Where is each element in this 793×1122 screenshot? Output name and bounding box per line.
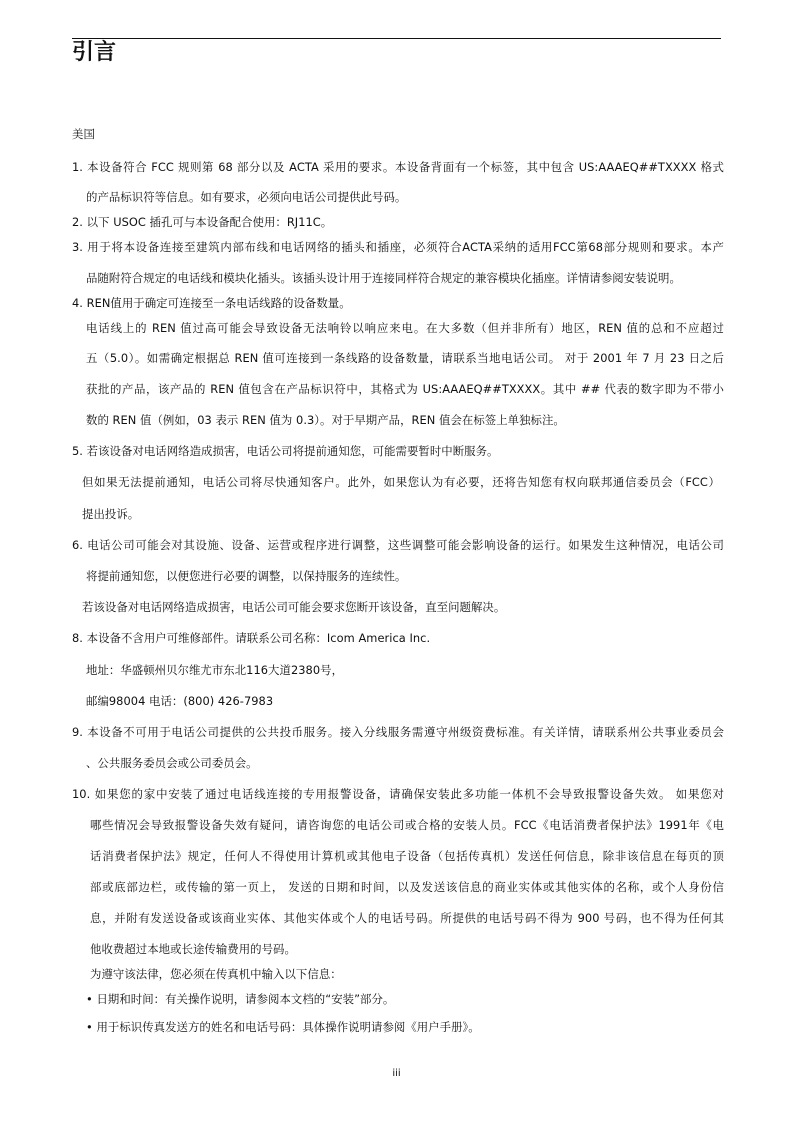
text-line: 将提前通知您，以便您进行必要的调整，以保持服务的连续性。 (86, 569, 407, 583)
text-line: 获批的产品，该产品的 REN 值包含在产品标识符中，其格式为 US:AAAEQ##TXXXX。其中 ## 代表的数字即为不带小 (86, 382, 724, 396)
text-line: 3. 用于将本设备连接至建筑内部布线和电话网络的插头和插座，必须符合ACTA采纳的适用FCC第68部分规则和要求。本产 (72, 240, 724, 254)
text-line: 邮编98004 电话：(800) 426-7983 (86, 694, 274, 708)
text-line: 6. 电话公司可能会对其设施、设备、运营或程序进行调整，这些调整可能会影响设备的运行。如果发生这种情况，电话公司 (72, 538, 724, 552)
text-line: 数的 REN 值（例如，03 表示 REN 值为 0.3）。对于早期产品，REN 值会在标签上单独标注。 (86, 413, 565, 427)
text-line: 但如果无法提前通知，电话公司将尽快通知客户。此外，如果您认为有必要，还将告知您有权向联邦通信委员会（FCC） (82, 475, 720, 489)
section-heading-usa: 美国 (72, 127, 95, 141)
text-line: 若该设备对电话网络造成损害，电话公司可能会要求您断开该设备，直至问题解决。 (82, 600, 506, 614)
text-line: 8. 本设备不含用户可维修部件。请联系公司名称：Icom America Inc. (72, 631, 431, 645)
bullet-item: • 日期和时间：有关操作说明，请参阅本文档的“安装”部分。 (86, 992, 395, 1006)
text-line: 部或底部边栏，或传输的第一页上， 发送的日期和时间，以及发送该信息的商业实体或其他实体的名称，或个人身份信 (90, 880, 724, 894)
text-line: 哪些情况会导致报警设备失效有疑问，请咨询您的电话公司或合格的安装人员。FCC《电话消费者保护法》1991年《电 (90, 818, 724, 832)
text-line: 五（5.0）。如需确定根据总 REN 值可连接到一条线路的设备数量，请联系当地电话公司。 对于 2001 年 7 月 23 日之后 (86, 351, 724, 365)
bullet-item: • 用于标识传真发送方的姓名和电话号码：具体操作说明请参阅《用户手册》。 (86, 1020, 480, 1034)
text-line: 话消费者保护法》规定，任何人不得使用计算机或其他电子设备（包括传真机）发送任何信息，除非该信息在每页的顶 (90, 849, 724, 863)
page-title: 引言 (72, 40, 117, 65)
text-line: 的产品标识符等信息。如有要求，必须向电话公司提供此号码。 (86, 190, 407, 204)
text-line: 息，并附有发送设备或该商业实体、其他实体或个人的电话号码。所提供的电话号码不得为 900 号码，也不得为任何其 (90, 911, 724, 925)
text-line: 2. 以下 USOC 插孔可与本设备配合使用：RJ11C。 (72, 215, 333, 229)
header-rule (72, 38, 721, 39)
text-line: 地址：华盛顿州贝尔维尤市东北116大道2380号， (86, 663, 344, 677)
page-number: iii (392, 1068, 401, 1079)
text-line: 4. REN值用于确定可连接至一条电话线路的设备数量。 (72, 296, 351, 310)
text-line: 10. 如果您的家中安装了通过电话线连接的专用报警设备，请确保安装此多功能一体机不会导致报警设备失效。 如果您对 (72, 787, 724, 801)
text-line: 品随附符合规定的电话线和模块化插头。该插头设计用于连接同样符合规定的兼容模块化插座。详情请参阅安装说明。 (86, 271, 681, 285)
text-line: 9. 本设备不可用于电话公司提供的公共投币服务。接入分线服务需遵守州级资费标准。有关详情，请联系州公共事业委员会 (72, 725, 724, 739)
text-line: 为遵守该法律，您必须在传真机中输入以下信息： (90, 967, 342, 981)
text-line: 提出投诉。 (82, 507, 140, 521)
text-line: 电话线上的 REN 值过高可能会导致设备无法响铃以响应来电。在大多数（但并非所有）地区，REN 值的总和不应超过 (86, 321, 724, 335)
text-line: 5. 若该设备对电话网络造成损害，电话公司将提前通知您，可能需要暂时中断服务。 (72, 444, 499, 458)
text-line: 、公共服务委员会或公司委员会。 (86, 756, 258, 770)
text-line: 1. 本设备符合 FCC 规则第 68 部分以及 ACTA 采用的要求。本设备背面有一个标签，其中包含 US:AAAEQ##TXXXX 格式 (72, 160, 724, 174)
text-line: 他收费超过本地或长途传输费用的号码。 (90, 942, 296, 956)
